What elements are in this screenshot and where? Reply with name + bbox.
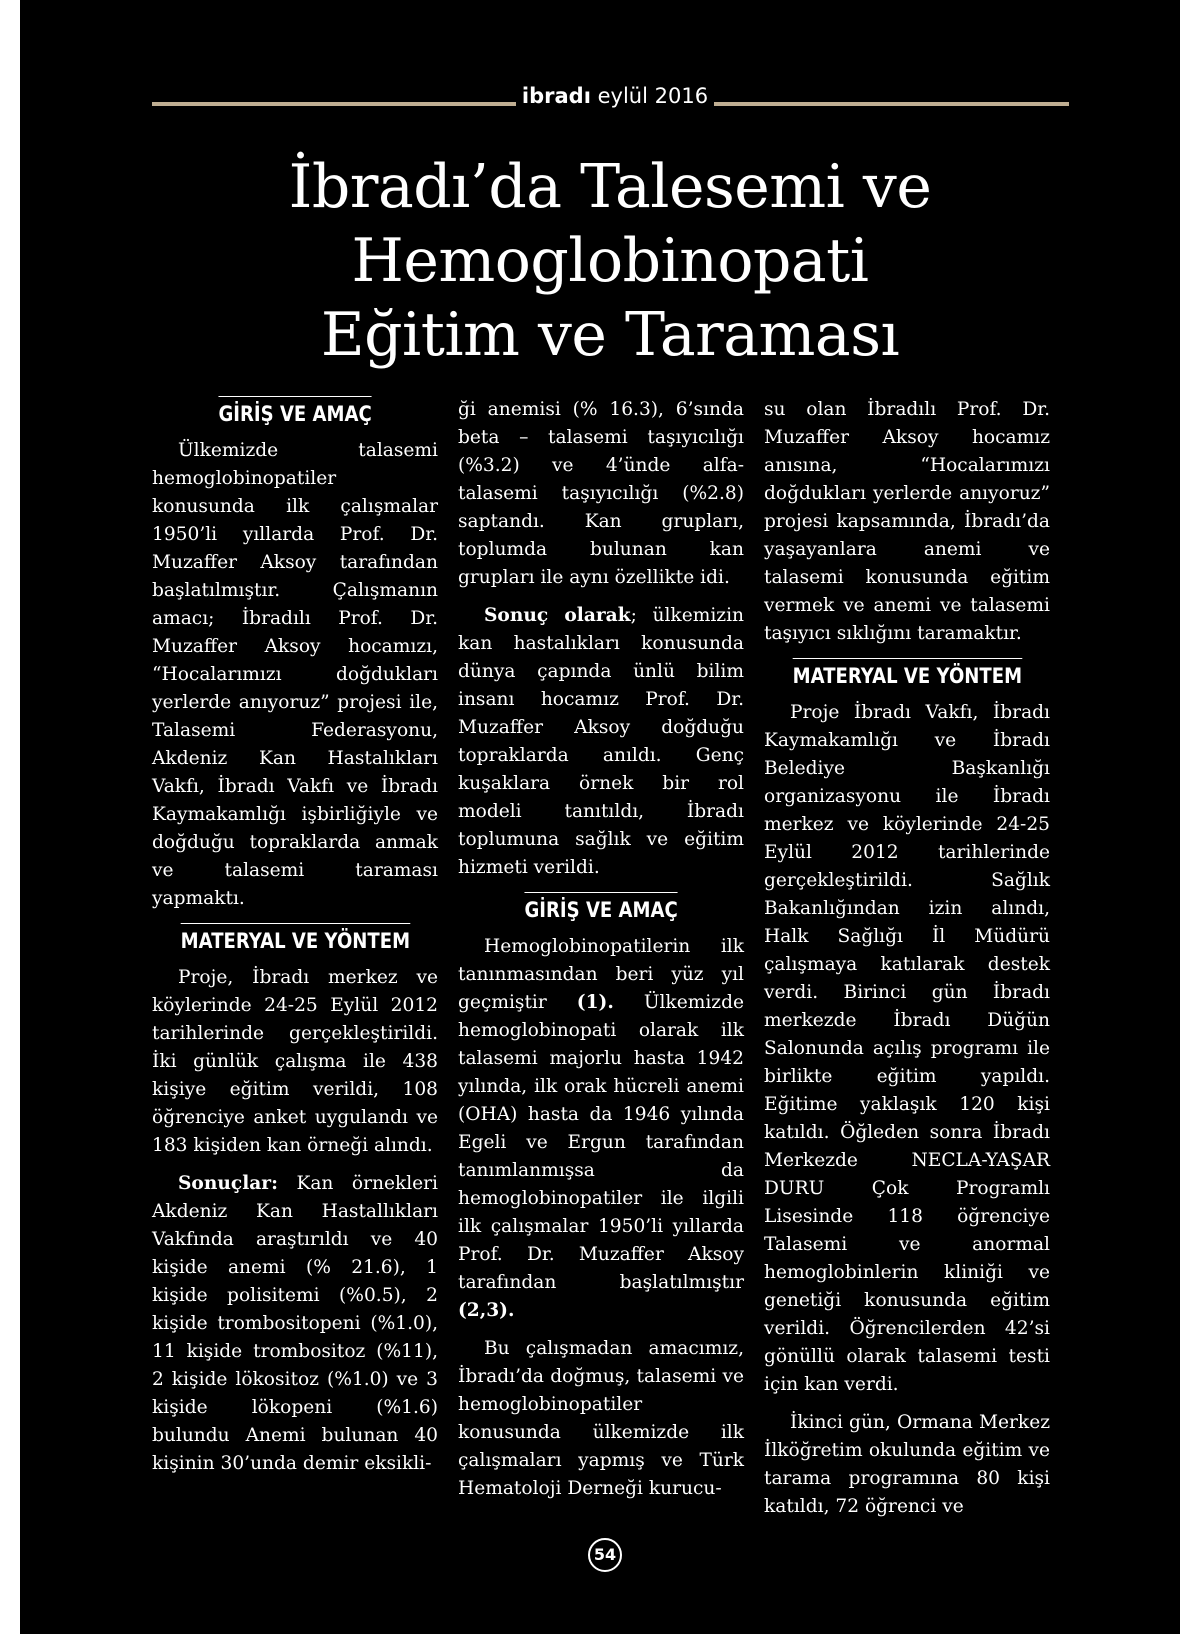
conclusion-label: Sonuç olarak <box>484 605 631 626</box>
header-rule-right <box>714 102 1069 106</box>
paragraph <box>152 1170 438 1478</box>
article-title <box>150 150 1070 372</box>
article-column-2 <box>458 396 744 1513</box>
paragraph: Proje, İbradı merkez ve köylerinde 24-25 Eylül 2012 tarihlerinde gerçekleştirildi. İki günlük çalışma ile 438 kişiye eğitim verildi, 108 öğrenciye anket uygulandı ve 183 kişiden kan örneği alındı. <box>152 967 438 1156</box>
paragraph: Bu çalışmadan amacımız, İbradı’da doğmuş, talasemi ve hemoglobinopatiler konusunda ülkemizde ilk çalışmaları yapmış ve Türk Hematoloji Derneği kurucu- <box>458 1338 744 1499</box>
title-line-3: Eğitim ve Taraması <box>320 300 900 370</box>
results-label: Sonuçlar: <box>178 1173 278 1194</box>
paragraph: ği anemisi (% 16.3), 6’sında beta – talasemi taşıyıcılığı (%3.2) ve 4’ünde alfa-talasemi taşıyıcılığı (%2.8) saptandı. Kan grupları, toplumda bulunan kan grupları ile aynı özellikte idi. <box>458 399 744 588</box>
reference-marker: (1). <box>576 992 614 1013</box>
page-number: 54 <box>588 1538 622 1572</box>
title-line-1: İbradı’da Talesemi ve <box>288 152 932 222</box>
paragraph-text: Hemoglobinopatilerin ilk tanınmasından beri yüz yıl geçmiştir <box>458 936 744 1013</box>
paragraph: Proje İbradı Vakfı, İbradı Kaymakamlığı ve İbradı Belediye Başkanlığı organizasyonu ile İbradı merkez ve köylerinde 24-25 Eylül 2012 tarihlerinde gerçekleştirildi. Sağlık Bakanlığından izin alındı, Halk Sağlığı İl Müdürü çalışmaya katılarak destek verdi. Birinci gün İbradı merkezde İbradı Düğün Salonunda açılış programı ile birlikte eğitim yapıldı. Eğitime yaklaşık 120 kişi katıldı. Öğleden sonra İbradı Merkezde NECLA-YAŞAR DURU Çok Programlı Lisesinde 118 öğrenciye Talasemi ve anormal hemoglobinlerin kliniği ve genetiği konusunda eğitim verildi. Öğrencilerden 42’si gönüllü olarak talasemi testi için kan verdi. <box>764 702 1050 1395</box>
running-header <box>20 84 1180 114</box>
article-column-3 <box>764 396 1050 1531</box>
section-heading-method: MATERYAL VE YÖNTEM <box>792 658 1021 691</box>
paragraph: su olan İbradılı Prof. Dr. Muzaffer Aksoy hocamız anısına, “Hocalarımızı doğdukları yerlerde anıyoruz” projesi kapsamında, İbradı’da yaşayanlara anemi ve talasemi konusunda eğitim vermek ve anemi ve talasemi taşıyıcı sıklığını taramaktır. <box>764 399 1050 644</box>
paragraph-text: Ülkemizde hemoglobinopati olarak ilk talasemi majorlu hasta 1942 yılında, ilk orak hücreli anemi (OHA) hasta da 1946 yılında Egeli ve Ergun tarafından tanımlanmışsa da hemoglobinopatiler ile ilgili ilk çalışmalar 1950’li yıllarda Prof. Dr. Muzaffer Aksoy tarafından başlatılmıştır <box>458 992 744 1293</box>
title-line-2: Hemoglobinopati <box>351 226 869 296</box>
results-text: Kan örnekleri Akdeniz Kan Hastallıkları Vakfında araştırıldı ve 40 kişide anemi (% 21.6), 1 kişide polisitemi (%0.5), 2 kişide trombositopeni (%1.0), 11 kişide trombositoz (%11), 2 kişide lökositoz (%1.0) ve 3 kişide lökopeni (%1.6) bulundu Anemi bulunan 40 kişinin 30’unda demir eksikli- <box>152 1173 438 1474</box>
paragraph: İkinci gün, Ormana Merkez İlköğretim okulunda eğitim ve tarama programına 80 kişi katıldı, 72 öğrenci ve <box>764 1412 1050 1517</box>
header-label <box>516 84 714 108</box>
header-rule-left <box>152 102 516 106</box>
section-heading-intro: GİRİŞ VE AMAÇ <box>218 396 371 429</box>
conclusion-text: ; ülkemizin kan hastalıkları konusunda dünya çapında ünlü bilim insanı hocamız Prof. Dr. Muzaffer Aksoy doğduğu topraklarda anıldı. Genç kuşaklara örnek bir rol modeli tanıtıldı, İbradı toplumuna sağlık ve eğitim hizmeti verildi. <box>458 605 744 878</box>
issue-date: eylül 2016 <box>597 84 709 108</box>
section-heading-method: MATERYAL VE YÖNTEM <box>180 923 409 956</box>
magazine-name: ibradı <box>521 84 591 108</box>
paragraph <box>458 602 744 882</box>
paragraph: Ülkemizde talasemi hemoglobinopatiler konusunda ilk çalışmalar 1950’li yıllarda Prof. Dr. Muzaffer Aksoy tarafından başlatılmıştır. Çalışmanın amacı; İbradılı Prof. Dr. Muzaffer Aksoy hocamızı, “Hocalarımızı doğdukları yerlerde anıyoruz” projesi ile, Talasemi Federasyonu, Akdeniz Kan Hastalıkları Vakfı, İbradı Vakfı ve İbradı Kaymakamlığı işbirliğiyle ve doğduğu topraklarda anmak ve talasemi taraması yapmaktı. <box>152 440 438 909</box>
article-column-1 <box>152 396 438 1488</box>
section-heading-intro: GİRİŞ VE AMAÇ <box>524 892 677 925</box>
magazine-page <box>20 0 1180 1634</box>
reference-marker: (2,3). <box>458 1300 515 1321</box>
paragraph <box>458 933 744 1325</box>
